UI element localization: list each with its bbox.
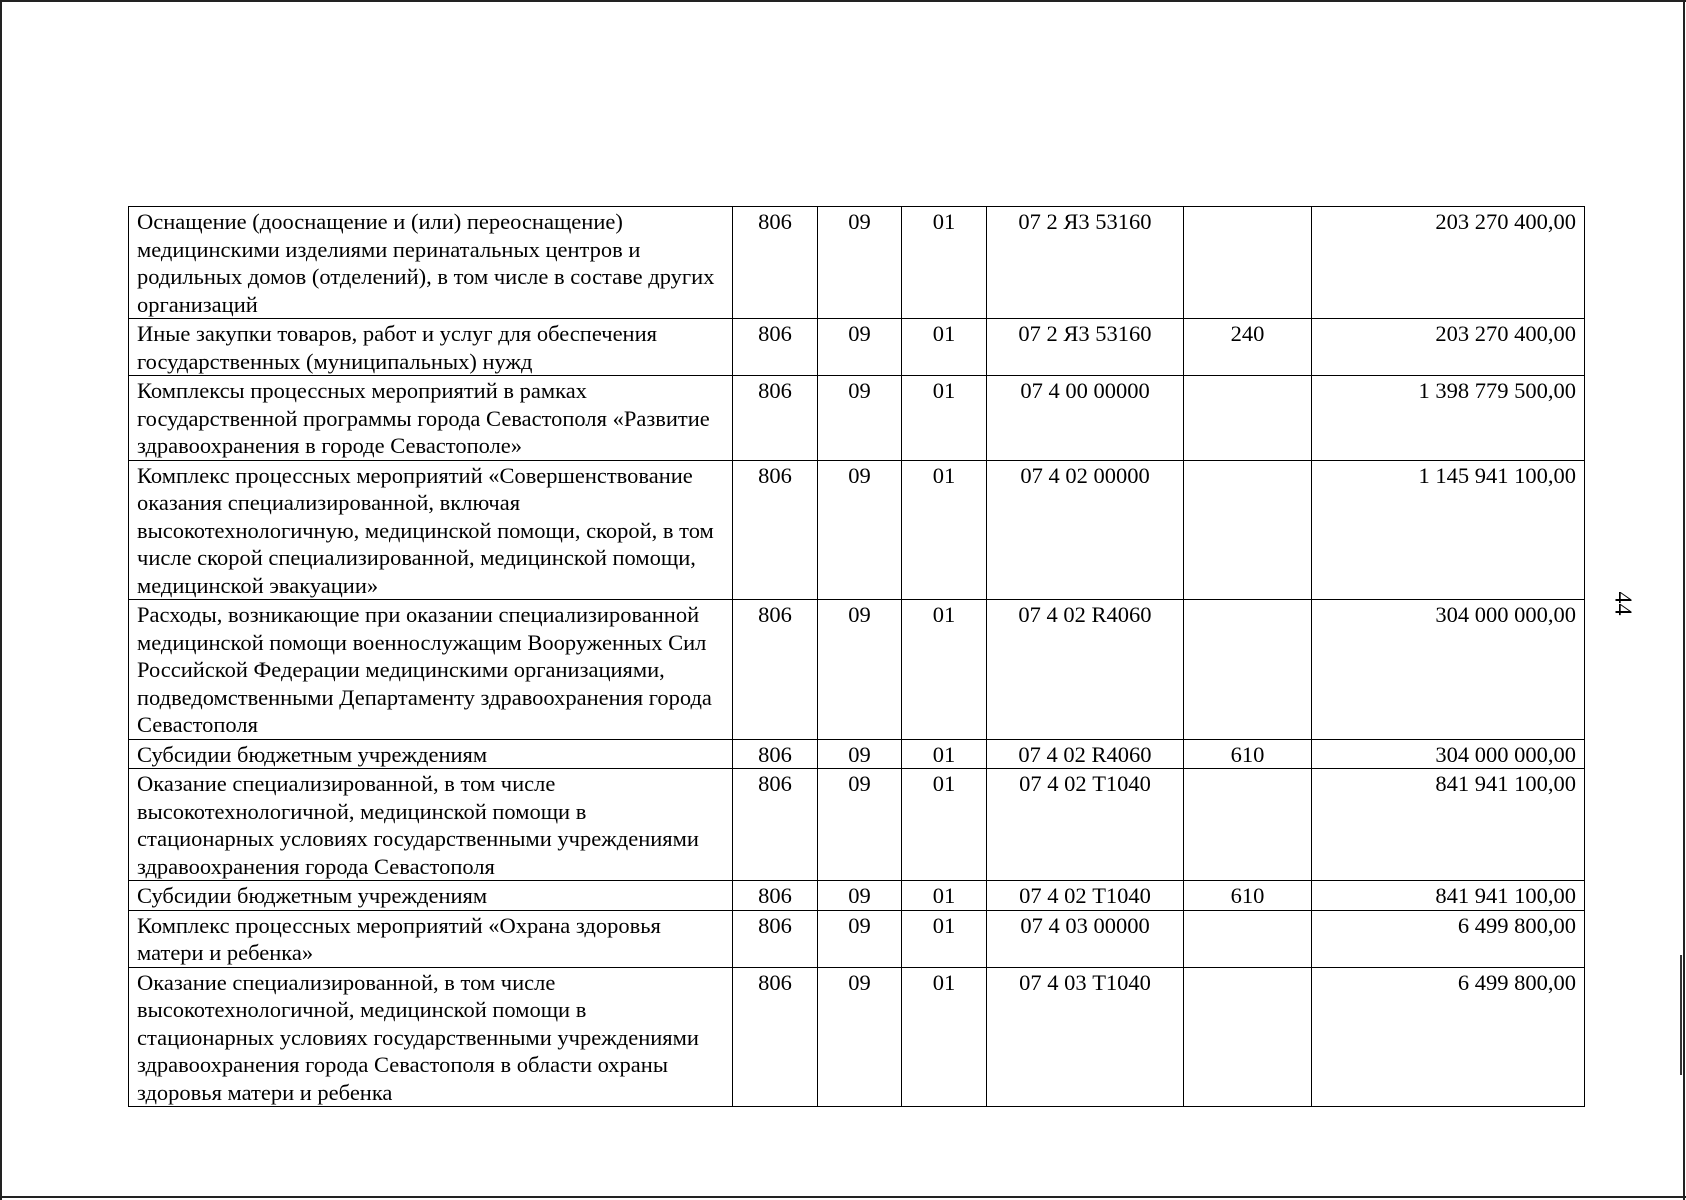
amount-cell: 203 270 400,00	[1312, 319, 1585, 376]
item-name-cell: Оказание специализированной, в том числе высокотехнологичной, медицинской помощи в стационарных условиях государственными учреждениями здравоохранения города Севастополя в области охраны здоровья матери и ребенка	[129, 967, 733, 1107]
ministry-code-cell: 806	[733, 769, 818, 881]
scan-border-left	[0, 0, 2, 1200]
expense-type-cell	[1184, 600, 1312, 740]
item-name-cell: Комплекс процессных мероприятий «Охрана здоровья матери и ребенка»	[129, 910, 733, 967]
amount-cell: 1 398 779 500,00	[1312, 376, 1585, 461]
ministry-code-cell: 806	[733, 207, 818, 319]
subsection-code-cell: 01	[902, 910, 987, 967]
section-code-cell: 09	[818, 769, 902, 881]
amount-cell: 841 941 100,00	[1312, 881, 1585, 911]
subsection-code-cell: 01	[902, 967, 987, 1107]
ministry-code-cell: 806	[733, 739, 818, 769]
subsection-code-cell: 01	[902, 460, 987, 600]
scan-artifact-mark	[1680, 955, 1682, 1075]
table-row	[129, 319, 1585, 376]
subsection-code-cell: 01	[902, 319, 987, 376]
ministry-code-cell: 806	[733, 460, 818, 600]
section-code-cell: 09	[818, 967, 902, 1107]
section-code-cell: 09	[818, 376, 902, 461]
page-number: 44	[1609, 591, 1636, 616]
amount-cell: 6 499 800,00	[1312, 910, 1585, 967]
table-row	[129, 600, 1585, 740]
item-name-cell: Комплексы процессных мероприятий в рамках государственной программы города Севастополя «Развитие здравоохранения в городе Севастополе»	[129, 376, 733, 461]
amount-cell: 6 499 800,00	[1312, 967, 1585, 1107]
target-article-cell: 07 2 Я3 53160	[987, 207, 1184, 319]
item-name-cell: Расходы, возникающие при оказании специализированной медицинской помощи военнослужащим Вооруженных Сил Российской Федерации медицинскими организациями, подведомственными Департаменту здравоохранения города Севастополя	[129, 600, 733, 740]
scan-border-right	[1683, 0, 1685, 1200]
table-row	[129, 460, 1585, 600]
expense-type-cell	[1184, 769, 1312, 881]
subsection-code-cell: 01	[902, 600, 987, 740]
item-name-cell: Комплекс процессных мероприятий «Совершенствование оказания специализированной, включая высокотехнологичную, медицинской помощи, скорой, в том числе скорой специализированной, медицинской помощи, медицинской эвакуации»	[129, 460, 733, 600]
subsection-code-cell: 01	[902, 739, 987, 769]
expense-type-cell	[1184, 207, 1312, 319]
amount-cell: 1 145 941 100,00	[1312, 460, 1585, 600]
ministry-code-cell: 806	[733, 319, 818, 376]
target-article-cell: 07 4 02 Т1040	[987, 769, 1184, 881]
ministry-code-cell: 806	[733, 600, 818, 740]
section-code-cell: 09	[818, 739, 902, 769]
ministry-code-cell: 806	[733, 376, 818, 461]
subsection-code-cell: 01	[902, 881, 987, 911]
target-article-cell: 07 4 03 00000	[987, 910, 1184, 967]
table-row	[129, 376, 1585, 461]
subsection-code-cell: 01	[902, 376, 987, 461]
ministry-code-cell: 806	[733, 881, 818, 911]
table-row	[129, 769, 1585, 881]
section-code-cell: 09	[818, 600, 902, 740]
ministry-code-cell: 806	[733, 967, 818, 1107]
amount-cell: 841 941 100,00	[1312, 769, 1585, 881]
table-row	[129, 910, 1585, 967]
subsection-code-cell: 01	[902, 207, 987, 319]
section-code-cell: 09	[818, 910, 902, 967]
expense-type-cell	[1184, 376, 1312, 461]
expense-type-cell	[1184, 967, 1312, 1107]
target-article-cell: 07 4 02 R4060	[987, 600, 1184, 740]
budget-table	[128, 206, 1585, 1107]
expense-type-cell	[1184, 910, 1312, 967]
table-row	[129, 739, 1585, 769]
target-article-cell: 07 4 03 Т1040	[987, 967, 1184, 1107]
target-article-cell: 07 4 02 Т1040	[987, 881, 1184, 911]
table-row	[129, 881, 1585, 911]
scan-border-bottom	[0, 1196, 1686, 1198]
section-code-cell: 09	[818, 319, 902, 376]
amount-cell: 304 000 000,00	[1312, 600, 1585, 740]
section-code-cell: 09	[818, 881, 902, 911]
amount-cell: 304 000 000,00	[1312, 739, 1585, 769]
target-article-cell: 07 4 00 00000	[987, 376, 1184, 461]
target-article-cell: 07 4 02 00000	[987, 460, 1184, 600]
section-code-cell: 09	[818, 207, 902, 319]
amount-cell: 203 270 400,00	[1312, 207, 1585, 319]
expense-type-cell	[1184, 460, 1312, 600]
target-article-cell: 07 2 Я3 53160	[987, 319, 1184, 376]
section-code-cell: 09	[818, 460, 902, 600]
item-name-cell: Субсидии бюджетным учреждениям	[129, 739, 733, 769]
subsection-code-cell: 01	[902, 769, 987, 881]
budget-table-body	[129, 207, 1585, 1107]
item-name-cell: Оснащение (дооснащение и (или) переоснащение) медицинскими изделиями перинатальных центров и родильных домов (отделений), в том числе в составе других организаций	[129, 207, 733, 319]
item-name-cell: Оказание специализированной, в том числе высокотехнологичной, медицинской помощи в стационарных условиях государственными учреждениями здравоохранения города Севастополя	[129, 769, 733, 881]
table-row	[129, 207, 1585, 319]
expense-type-cell: 610	[1184, 881, 1312, 911]
table-row	[129, 967, 1585, 1107]
ministry-code-cell: 806	[733, 910, 818, 967]
target-article-cell: 07 4 02 R4060	[987, 739, 1184, 769]
item-name-cell: Субсидии бюджетным учреждениям	[129, 881, 733, 911]
expense-type-cell: 610	[1184, 739, 1312, 769]
expense-type-cell: 240	[1184, 319, 1312, 376]
item-name-cell: Иные закупки товаров, работ и услуг для обеспечения государственных (муниципальных) нужд	[129, 319, 733, 376]
scan-border-top	[0, 0, 1686, 2]
